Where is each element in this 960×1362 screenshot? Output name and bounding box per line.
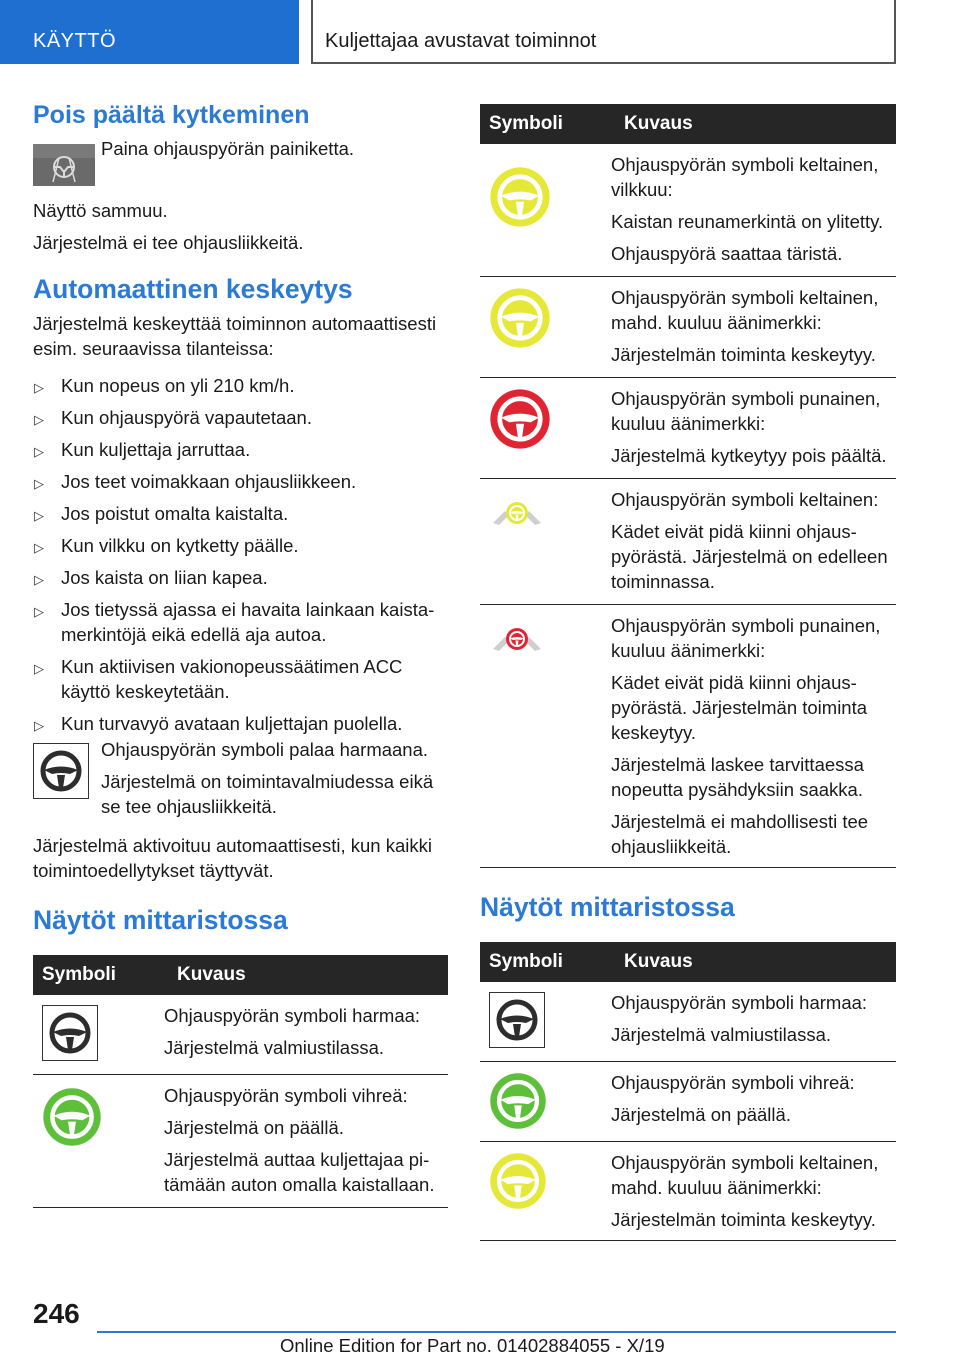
- row-desc-line: Järjestelmä ei mahdollisesti tee ohjausliikkeitä.: [611, 811, 869, 857]
- steering-wheel-red-icon: [489, 388, 551, 450]
- row-desc-line: Ohjauspyörän symboli vihreä:: [164, 1084, 408, 1106]
- row-desc-line: Järjestelmä on päällä.: [164, 1116, 344, 1138]
- row-desc-line: Järjestelmä valmiustilassa.: [164, 1036, 385, 1058]
- steering-wheel-gray-boxed-icon: [42, 1005, 98, 1061]
- table-header-description: Kuvaus: [602, 942, 896, 982]
- steering-wheel-green-icon: [42, 1087, 102, 1147]
- list-item: ▷ Kun kuljettaja jarruttaa.: [33, 437, 448, 462]
- auto-pause-intro: Järjestelmä keskeyttää toiminnon automaattisesti esim. seuraavissa tilanteissa:: [33, 312, 437, 359]
- table-row: [480, 1061, 896, 1141]
- row-desc-line: Ohjauspyörän symboli keltainen, mahd. kuuluu äänimerkki:: [611, 287, 879, 333]
- table-header-symbol: Symboli: [33, 955, 155, 995]
- steering-wheel-gray-boxed-icon: [489, 992, 545, 1048]
- row-desc-line: Kädet eivät pidä kiinni ohjauspyörästä. Järjestelmän toiminta keskeytyy.: [611, 672, 868, 743]
- edition-note: Online Edition for Part no. 01402884055 - X/19: [280, 1335, 665, 1356]
- list-item: ▷ Jos poistut omalta kaistalta.: [33, 501, 448, 526]
- row-desc-line: Järjestelmän toiminta keskeytyy.: [611, 1208, 876, 1230]
- auto-pause-list: [33, 373, 448, 736]
- table-row: [33, 1074, 448, 1207]
- row-desc-line: Ohjauspyörän symboli harmaa:: [164, 1004, 421, 1026]
- steering-wheel-button-icon: [33, 144, 95, 186]
- row-desc-line: Järjestelmä kytkeytyy pois päältä.: [611, 445, 887, 466]
- row-desc-line: Järjestelmä laskee tarvittaessa nopeutta pysähdyksiin saakka.: [611, 754, 864, 800]
- steering-wheel-yellow-icon: [489, 1152, 547, 1210]
- chapter-title: Kuljettajaa avustavat toiminnot: [325, 30, 597, 52]
- footer-rule: [97, 1331, 896, 1333]
- hands-on-wheel-red-icon: [489, 619, 545, 659]
- list-item: ▷ Jos tietyssä ajassa ei havaita lainkaan kaistamerkintöjä eikä edellä aja autoa.: [33, 597, 448, 647]
- symbol-table-left: [33, 955, 448, 1208]
- row-desc-line: Järjestelmä valmiustilassa.: [611, 1023, 832, 1045]
- row-desc-line: Ohjauspyörän symboli keltainen, mahd. kuuluu äänimerkki:: [611, 1151, 879, 1198]
- table-row: [480, 378, 896, 479]
- table-header-symbol: Symboli: [480, 104, 602, 144]
- list-item: ▷ Kun ohjauspyörä vapautetaan.: [33, 405, 448, 430]
- switch-off-result: Näyttö sammuu.: [33, 200, 168, 221]
- list-item: ▷ Kun turvavyö avataan kuljettajan puolella.: [33, 711, 448, 736]
- row-desc-line: Järjestelmän toiminta keskeytyy.: [611, 344, 876, 365]
- row-desc-line: Kaistan reunamerkintä on ylitetty.: [611, 211, 884, 232]
- table-row: [480, 144, 896, 277]
- list-item: ▷ Jos teet voimakkaan ohjausliikkeen.: [33, 469, 448, 494]
- switch-off-instruction: Paina ohjauspyörän painiketta.: [101, 138, 355, 159]
- table-header-description: Kuvaus: [155, 955, 448, 995]
- table-row: [480, 605, 896, 868]
- switch-off-heading: Pois päältä kytkeminen: [33, 101, 310, 129]
- list-item: ▷ Jos kaista on liian kapea.: [33, 565, 448, 590]
- symbol-table-right-bottom: [480, 942, 896, 1241]
- table-row: [480, 479, 896, 605]
- list-item: ▷ Kun nopeus on yli 210 km/h.: [33, 373, 448, 398]
- gray-symbol-note: Järjestelmä on toimintavalmiudessa eikä se tee ohjausliikkeitä.: [101, 770, 434, 817]
- section-tab-label: KÄYTTÖ: [33, 30, 117, 52]
- table-header-symbol: Symboli: [480, 942, 602, 982]
- auto-pause-heading: Automaattinen keskeytys: [33, 274, 353, 304]
- list-item: ▷ Kun vilkku on kytketty päälle.: [33, 533, 448, 558]
- steering-wheel-gray-boxed-icon: [33, 743, 89, 799]
- displays-heading-right: Näytöt mittaristossa: [480, 892, 735, 922]
- left-column: [33, 100, 448, 1208]
- section-tab: [0, 0, 299, 64]
- row-desc-line: Ohjauspyörän symboli keltainen:: [611, 489, 879, 510]
- hands-on-wheel-yellow-icon: [489, 493, 545, 533]
- header-divider: [311, 0, 313, 64]
- list-item: ▷ Kun aktiivisen vakionopeussäätimen ACC käyttö keskeytetään.: [33, 654, 448, 704]
- row-desc-line: Ohjauspyörän symboli punainen, kuuluu äänimerkki:: [611, 388, 881, 434]
- switch-off-instruction-row: [33, 138, 448, 186]
- page-number: 246: [33, 1298, 80, 1329]
- reactivation-text: Järjestelmä aktivoituu automaattisesti, kun kaikki toimintoedellytykset täyttyvät.: [33, 834, 432, 881]
- row-desc-line: Ohjauspyörän symboli harmaa:: [611, 991, 868, 1013]
- header-right-border: [894, 0, 896, 64]
- row-desc-line: Kädet eivät pidä kiinni ohjauspyörästä. Järjestelmä on edelleen toiminnassa.: [611, 521, 888, 592]
- steering-wheel-yellow-icon: [489, 166, 551, 228]
- table-header-description: Kuvaus: [602, 104, 896, 144]
- row-desc-line: Ohjauspyörä saattaa täristä.: [611, 243, 843, 264]
- displays-heading-left: Näytöt mittaristossa: [33, 904, 288, 935]
- header-underline: [311, 62, 896, 64]
- table-row: [480, 1141, 896, 1240]
- steering-wheel-green-icon: [489, 1072, 547, 1130]
- row-desc-line: Ohjauspyörän symboli punainen, kuuluu äänimerkki:: [611, 615, 881, 661]
- gray-symbol-block: [33, 738, 448, 819]
- row-desc-line: Ohjauspyörän symboli keltainen, vilkkuu:: [611, 154, 879, 200]
- right-column: [480, 104, 896, 1241]
- row-desc-line: Järjestelmä auttaa kuljettajaa pitämään auton omalla kaistallaan.: [164, 1148, 435, 1195]
- row-desc-line: Järjestelmä on päällä.: [611, 1103, 791, 1125]
- symbol-table-right-top: [480, 104, 896, 868]
- table-row: [480, 982, 896, 1062]
- switch-off-note: Järjestelmä ei tee ohjausliikkeitä.: [33, 232, 304, 253]
- row-desc-line: Ohjauspyörän symboli vihreä:: [611, 1071, 855, 1093]
- table-row: [480, 277, 896, 378]
- steering-wheel-yellow-icon: [489, 287, 551, 349]
- gray-symbol-desc: Ohjauspyörän symboli palaa harmaana.: [101, 738, 429, 760]
- table-row: [33, 995, 448, 1075]
